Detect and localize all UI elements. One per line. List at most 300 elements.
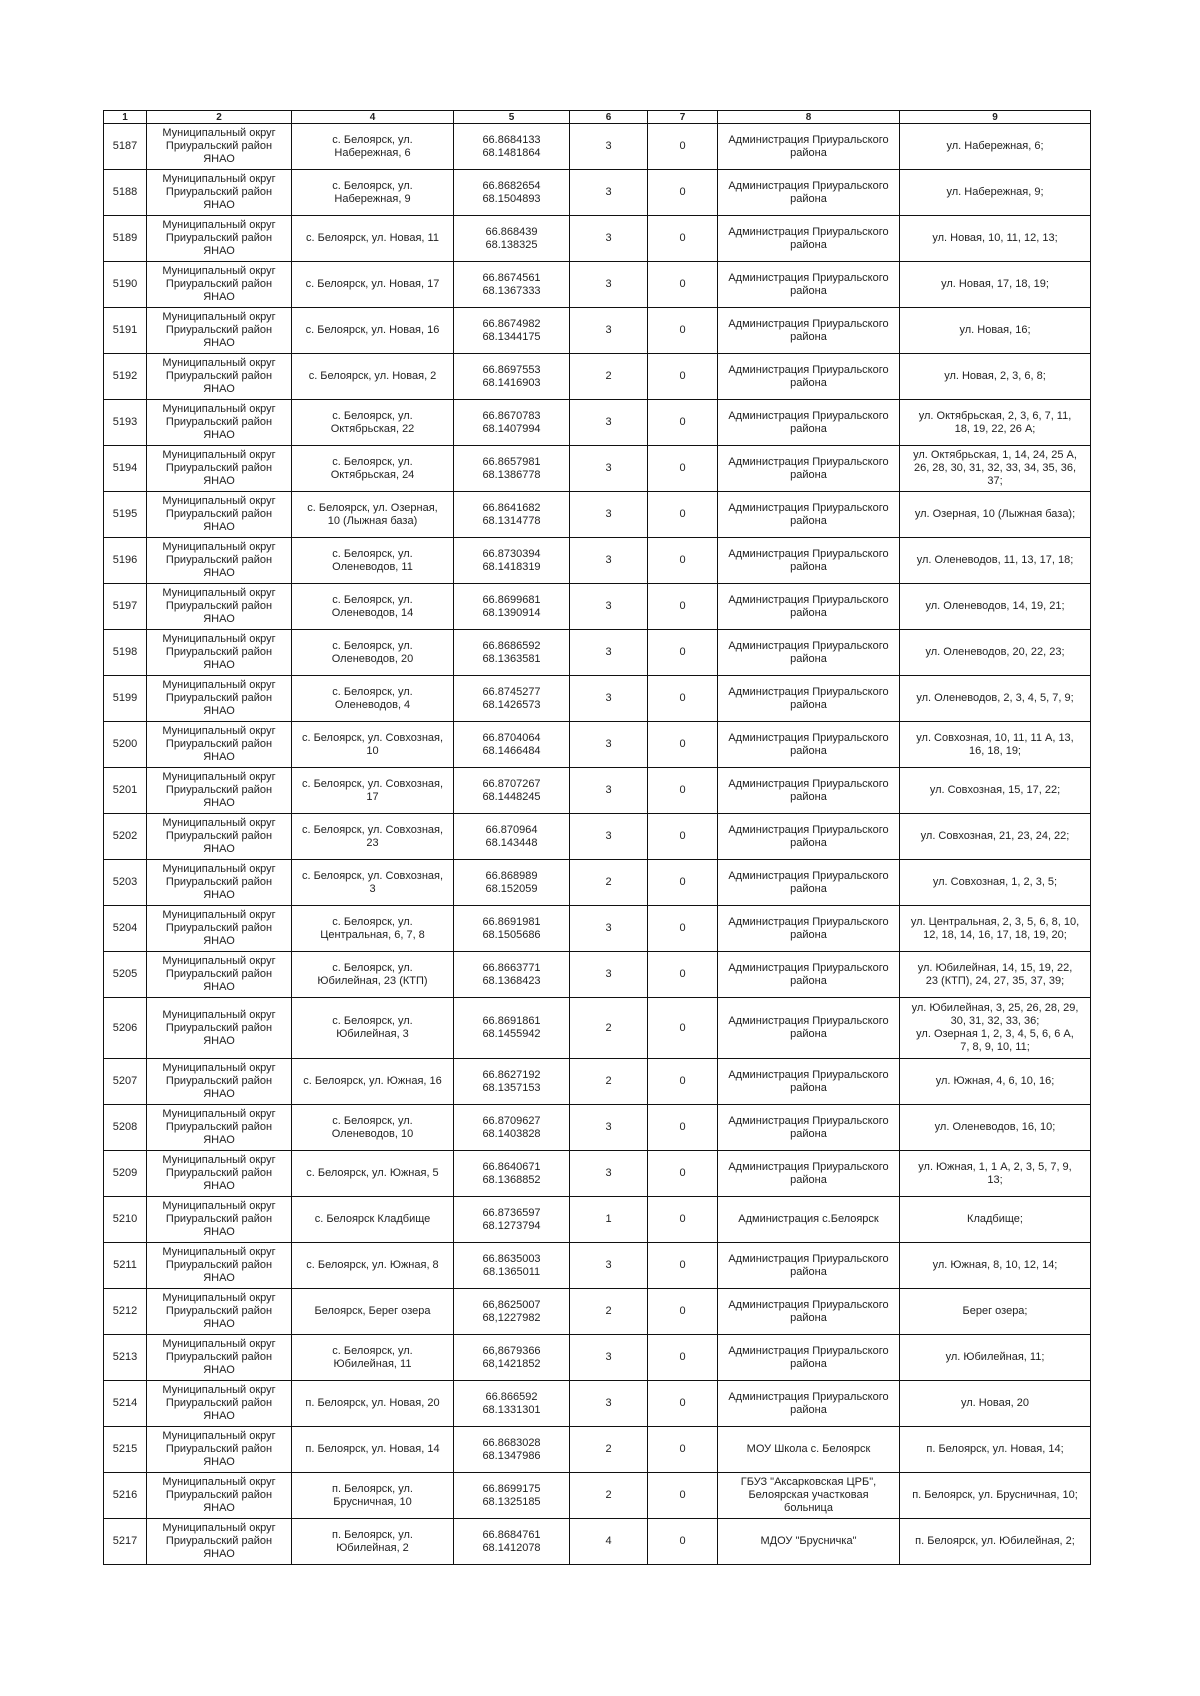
coordinates-cell-text: 66.868439 68.138325 (485, 225, 538, 251)
district-cell (147, 860, 292, 906)
coordinates-cell-text: 66.8745277 68.1426573 (482, 685, 541, 711)
column-6-cell-text: 3 (605, 1259, 612, 1271)
row-number-cell (104, 906, 147, 952)
row-number-cell-text: 5212 (112, 1305, 138, 1317)
served-objects-cell (900, 492, 1091, 538)
column-7-cell-text: 0 (679, 1351, 686, 1363)
address-cell-text: с. Белоярск, ул. Набережная, 9 (332, 179, 413, 205)
column-6-cell-text: 3 (605, 1121, 612, 1133)
column-7-cell (648, 676, 718, 722)
column-7-cell (648, 538, 718, 584)
column-header: 9 (900, 111, 1091, 124)
row-number-cell (104, 814, 147, 860)
table-row (104, 1335, 1091, 1381)
served-objects-cell (900, 1519, 1091, 1565)
row-number-cell-text: 5203 (112, 876, 138, 888)
coordinates-cell-text: 66.8699175 68.1325185 (482, 1482, 541, 1508)
served-objects-cell (900, 308, 1091, 354)
row-number-cell-text: 5206 (112, 1021, 138, 1034)
coordinates-cell (454, 400, 570, 446)
table-row (104, 216, 1091, 262)
row-number-cell (104, 584, 147, 630)
column-7-cell-text: 0 (679, 370, 686, 382)
owner-cell-text: ГБУЗ "Аксарковская ЦРБ", Белоярская участковая больница (740, 1476, 877, 1514)
coordinates-cell (454, 216, 570, 262)
owner-cell-text: Администрация Приуральского района (728, 1015, 889, 1040)
row-number-cell (104, 216, 147, 262)
column-7-cell (648, 1519, 718, 1565)
row-number-cell (104, 860, 147, 906)
table-row (104, 1381, 1091, 1427)
column-6-cell (570, 354, 648, 400)
column-6-cell-text: 3 (605, 738, 612, 750)
coordinates-cell (454, 1519, 570, 1565)
address-cell (292, 538, 454, 584)
row-number-cell-text: 5211 (113, 1259, 137, 1271)
address-cell-text: с. Белоярск, ул. Совхозная, 10 (301, 731, 444, 757)
column-7-cell (648, 1473, 718, 1519)
address-cell-text: с. Белоярск, ул. Новая, 11 (306, 232, 439, 244)
district-cell-text: Муниципальный округ Приуральский район ЯНАО (162, 633, 276, 671)
coordinates-cell (454, 1427, 570, 1473)
table-row (104, 308, 1091, 354)
row-number-cell-text: 5213 (112, 1351, 138, 1363)
address-cell (292, 308, 454, 354)
column-header: 4 (292, 111, 454, 124)
served-objects-cell-text: ул. Совхозная, 10, 11, 11 А, 13, 16, 18, 19; (916, 731, 1074, 757)
served-objects-cell (900, 216, 1091, 262)
owner-cell (718, 906, 900, 952)
column-7-cell-text: 0 (679, 968, 686, 980)
coordinates-cell (454, 860, 570, 906)
column-7-cell (648, 1105, 718, 1151)
district-cell-text: Муниципальный округ Приуральский район ЯНАО (162, 541, 276, 579)
address-cell-text: с. Белоярск, ул. Оленеводов, 20 (331, 639, 414, 665)
served-objects-cell-text: ул. Октябрьская, 1, 14, 24, 25 А, 26, 28, 30, 31, 32, 33, 34, 35, 36, 37; (913, 449, 1077, 487)
table-row (104, 814, 1091, 860)
served-objects-cell (900, 262, 1091, 308)
address-cell-text: с. Белоярск, ул. Озерная, 10 (Лыжная база) (307, 501, 438, 527)
column-6-cell-text: 4 (605, 1535, 612, 1547)
column-header: 2 (147, 111, 292, 124)
header-row (104, 111, 1091, 124)
column-6-cell (570, 1197, 648, 1243)
owner-cell-text: Администрация Приуральского района (728, 1160, 889, 1186)
row-number-cell-text: 5217 (112, 1535, 138, 1547)
column-7-cell-text: 0 (679, 140, 686, 152)
owner-cell-text: Администрация Приуральского района (728, 1068, 889, 1094)
district-cell-text: Муниципальный округ Приуральский район ЯНАО (162, 1384, 276, 1422)
district-cell (147, 906, 292, 952)
column-6-cell (570, 584, 648, 630)
table-row (104, 538, 1091, 584)
row-number-cell-text: 5202 (112, 830, 138, 842)
owner-cell-text: Администрация Приуральского района (728, 1390, 889, 1416)
served-objects-cell-text: ул. Совхозная, 1, 2, 3, 5; (932, 876, 1058, 888)
coordinates-cell (454, 124, 570, 170)
column-7-cell-text: 0 (679, 1121, 686, 1133)
coordinates-cell-text: 66.8674561 68.1367333 (482, 271, 541, 297)
served-objects-cell-text: ул. Новая, 10, 11, 12, 13; (932, 232, 1058, 244)
address-cell-text: Белоярск, Берег озера (314, 1305, 431, 1317)
served-objects-cell-text: ул. Набережная, 6; (946, 140, 1044, 152)
coordinates-cell-text: 66.866592 68.1331301 (482, 1390, 541, 1416)
owner-cell-text: Администрация Приуральского района (728, 593, 889, 619)
column-7-cell-text: 0 (679, 1021, 686, 1034)
district-cell (147, 768, 292, 814)
district-cell (147, 124, 292, 170)
table-row (104, 906, 1091, 952)
served-objects-cell (900, 1381, 1091, 1427)
row-number-cell (104, 952, 147, 998)
address-cell (292, 446, 454, 492)
coordinates-cell-text: 66.8663771 68.1368423 (482, 961, 541, 987)
address-cell (292, 1427, 454, 1473)
district-cell (147, 722, 292, 768)
row-number-cell (104, 1059, 147, 1105)
district-cell-text: Муниципальный округ Приуральский район ЯНАО (162, 1154, 276, 1192)
coordinates-cell (454, 492, 570, 538)
district-cell (147, 1519, 292, 1565)
table-row (104, 354, 1091, 400)
owner-cell (718, 860, 900, 906)
column-7-cell (648, 860, 718, 906)
owner-cell (718, 1105, 900, 1151)
column-7-cell-text: 0 (679, 186, 686, 198)
row-number-cell-text: 5209 (112, 1167, 138, 1179)
district-cell-text: Муниципальный округ Приуральский район ЯНАО (162, 1522, 276, 1560)
address-cell-text: с. Белоярск, ул. Южная, 8 (306, 1259, 439, 1271)
column-6-cell-text: 3 (605, 600, 612, 612)
coordinates-cell (454, 262, 570, 308)
table-row (104, 170, 1091, 216)
column-6-cell (570, 630, 648, 676)
row-number-cell (104, 1519, 147, 1565)
owner-cell (718, 446, 900, 492)
row-number-cell-text: 5205 (112, 968, 138, 980)
address-cell-text: с. Белоярск, ул. Оленеводов, 11 (332, 547, 413, 573)
column-6-cell (570, 216, 648, 262)
address-cell-text: с. Белоярск, ул. Октябрьская, 22 (330, 409, 415, 435)
district-cell (147, 1197, 292, 1243)
served-objects-cell (900, 860, 1091, 906)
coordinates-cell (454, 722, 570, 768)
address-cell (292, 262, 454, 308)
column-7-cell-text: 0 (679, 738, 686, 750)
owner-cell-text: Администрация Приуральского района (728, 777, 889, 803)
column-6-cell (570, 768, 648, 814)
column-header: 8 (718, 111, 900, 124)
row-number-cell-text: 5216 (112, 1489, 138, 1501)
column-7-cell-text: 0 (679, 232, 686, 244)
column-7-cell-text: 0 (679, 876, 686, 888)
address-cell-text: с. Белоярск, ул. Совхозная, 23 (301, 823, 444, 849)
column-6-cell (570, 538, 648, 584)
column-7-cell (648, 906, 718, 952)
address-cell (292, 400, 454, 446)
coordinates-cell (454, 814, 570, 860)
table-row (104, 446, 1091, 492)
owner-cell-text: Администрация Приуральского района (728, 685, 889, 711)
served-objects-cell-text: ул. Юбилейная, 11; (945, 1351, 1045, 1363)
district-cell-text: Муниципальный округ Приуральский район ЯНАО (162, 955, 276, 993)
column-6-cell-text: 3 (605, 830, 612, 842)
column-6-cell-text: 3 (605, 554, 612, 566)
address-cell-text: с. Белоярск, ул. Юбилейная, 11 (332, 1344, 413, 1370)
column-7-cell (648, 1197, 718, 1243)
district-cell-text: Муниципальный округ Приуральский район ЯНАО (162, 173, 276, 211)
served-objects-cell (900, 400, 1091, 446)
owner-cell (718, 1289, 900, 1335)
row-number-cell (104, 170, 147, 216)
row-number-cell (104, 1197, 147, 1243)
column-6-cell-text: 2 (605, 1021, 612, 1034)
district-cell (147, 584, 292, 630)
address-cell-text: п. Белоярск, ул. Юбилейная, 2 (332, 1528, 413, 1554)
column-7-cell (648, 1335, 718, 1381)
served-objects-cell (900, 998, 1091, 1059)
address-cell (292, 1243, 454, 1289)
column-6-cell-text: 2 (605, 1443, 612, 1455)
district-cell-text: Муниципальный округ Приуральский район ЯНАО (162, 909, 276, 947)
row-number-cell-text: 5198 (112, 646, 138, 658)
column-6-cell (570, 998, 648, 1059)
coordinates-cell-text: 66.868989 68.152059 (485, 869, 538, 895)
served-objects-cell (900, 124, 1091, 170)
coordinates-cell-text: 66.8699681 68.1390914 (482, 593, 541, 619)
address-cell-text: с. Белоярск, ул. Набережная, 6 (332, 133, 413, 159)
owner-cell (718, 722, 900, 768)
coordinates-cell (454, 676, 570, 722)
coordinates-cell-text: 66.8683028 68.1347986 (482, 1436, 541, 1462)
column-6-cell-text: 3 (605, 462, 612, 474)
column-6-cell-text: 3 (605, 324, 612, 336)
column-7-cell-text: 0 (679, 784, 686, 796)
address-cell (292, 1105, 454, 1151)
row-number-cell (104, 1243, 147, 1289)
column-7-cell-text: 0 (679, 554, 686, 566)
district-cell (147, 170, 292, 216)
column-6-cell (570, 860, 648, 906)
column-7-cell-text: 0 (679, 1535, 686, 1547)
coordinates-cell (454, 1381, 570, 1427)
row-number-cell-text: 5204 (112, 922, 138, 934)
column-6-cell (570, 1243, 648, 1289)
address-cell (292, 216, 454, 262)
address-cell (292, 1473, 454, 1519)
district-cell (147, 446, 292, 492)
column-header: 6 (570, 111, 648, 124)
column-6-cell (570, 124, 648, 170)
district-cell-text: Муниципальный округ Приуральский район ЯНАО (162, 265, 276, 303)
served-objects-cell-text: ул. Совхозная, 15, 17, 22; (929, 784, 1061, 796)
column-7-cell (648, 584, 718, 630)
row-number-cell (104, 768, 147, 814)
address-cell-text: с. Белоярск, ул. Октябрьская, 24 (330, 455, 415, 481)
address-cell (292, 1519, 454, 1565)
owner-cell (718, 1381, 900, 1427)
coordinates-cell-text: 66.870964 68.143448 (485, 823, 538, 849)
column-7-cell (648, 308, 718, 354)
row-number-cell (104, 354, 147, 400)
served-objects-cell-text: ул. Центральная, 2, 3, 5, 6, 8, 10, 12, 18, 14, 16, 17, 18, 19, 20; (910, 915, 1080, 941)
owner-cell-text: МДОУ "Брусничка" (760, 1535, 857, 1547)
served-objects-cell-text: ул. Озерная, 10 (Лыжная база); (914, 508, 1076, 520)
served-objects-cell (900, 1473, 1091, 1519)
served-objects-cell (900, 538, 1091, 584)
address-cell (292, 906, 454, 952)
column-6-cell-text: 3 (605, 1397, 612, 1409)
table-row (104, 1289, 1091, 1335)
coordinates-cell (454, 1289, 570, 1335)
row-number-cell (104, 1289, 147, 1335)
owner-cell-text: Администрация Приуральского района (728, 133, 889, 159)
district-cell-text: Муниципальный округ Приуральский район ЯНАО (162, 587, 276, 625)
table-row (104, 400, 1091, 446)
table-row (104, 860, 1091, 906)
column-6-cell-text: 3 (605, 1167, 612, 1179)
coordinates-cell (454, 1335, 570, 1381)
owner-cell-text: Администрация Приуральского района (728, 915, 889, 941)
owner-cell (718, 1335, 900, 1381)
table-row (104, 262, 1091, 308)
coordinates-cell-text: 66.8627192 68.1357153 (482, 1068, 541, 1094)
column-7-cell-text: 0 (679, 416, 686, 428)
column-6-cell (570, 446, 648, 492)
row-number-cell (104, 262, 147, 308)
column-7-cell (648, 1427, 718, 1473)
column-7-cell (648, 814, 718, 860)
column-6-cell-text: 3 (605, 922, 612, 934)
column-7-cell-text: 0 (679, 1305, 686, 1317)
column-7-cell (648, 492, 718, 538)
row-number-cell (104, 1473, 147, 1519)
district-cell (147, 538, 292, 584)
coordinates-cell-text: 66.8736597 68.1273794 (482, 1206, 541, 1232)
row-number-cell (104, 1335, 147, 1381)
column-6-cell (570, 1289, 648, 1335)
column-7-cell (648, 952, 718, 998)
address-cell (292, 124, 454, 170)
column-6-cell (570, 170, 648, 216)
column-6-cell-text: 2 (605, 1305, 612, 1317)
district-cell (147, 630, 292, 676)
coordinates-cell-text: 66.8674982 68.1344175 (482, 317, 541, 343)
owner-cell (718, 998, 900, 1059)
coordinates-cell-text: 66.8684761 68.1412078 (482, 1528, 541, 1554)
address-cell-text: п. Белоярск, ул. Новая, 14 (305, 1443, 440, 1455)
address-cell (292, 1381, 454, 1427)
column-7-cell-text: 0 (679, 1489, 686, 1501)
row-number-cell-text: 5189 (112, 232, 138, 244)
column-6-cell-text: 3 (605, 278, 612, 290)
column-6-cell (570, 906, 648, 952)
column-7-cell (648, 998, 718, 1059)
owner-cell-text: Администрация Приуральского района (728, 225, 889, 251)
column-6-cell-text: 3 (605, 508, 612, 520)
district-cell (147, 1059, 292, 1105)
district-cell-text: Муниципальный округ Приуральский район ЯНАО (162, 771, 276, 809)
address-cell (292, 630, 454, 676)
district-cell-text: Муниципальный округ Приуральский район ЯНАО (162, 1476, 276, 1514)
coordinates-cell-text: 66.8657981 68.1386778 (482, 455, 541, 481)
served-objects-cell-text: ул. Оленеводов, 11, 13, 17, 18; (916, 554, 1074, 566)
column-6-cell (570, 952, 648, 998)
coordinates-cell (454, 584, 570, 630)
coordinates-cell-text: 66.8686592 68.1363581 (482, 639, 541, 665)
table-row (104, 722, 1091, 768)
address-cell-text: с. Белоярск, ул. Оленеводов, 4 (332, 685, 413, 711)
owner-cell-text: Администрация Приуральского района (728, 271, 889, 297)
column-7-cell (648, 400, 718, 446)
district-cell (147, 492, 292, 538)
table-row (104, 1151, 1091, 1197)
coordinates-cell (454, 308, 570, 354)
column-7-cell-text: 0 (679, 1167, 686, 1179)
row-number-cell (104, 446, 147, 492)
district-cell-text: Муниципальный округ Приуральский район ЯНАО (162, 863, 276, 901)
owner-cell-text: Администрация Приуральского района (728, 1298, 889, 1324)
served-objects-cell (900, 630, 1091, 676)
owner-cell (718, 354, 900, 400)
served-objects-cell (900, 1151, 1091, 1197)
served-objects-cell (900, 1427, 1091, 1473)
served-objects-cell (900, 768, 1091, 814)
served-objects-cell-text: п. Белоярск, ул. Юбилейная, 2; (915, 1535, 1075, 1547)
column-7-cell (648, 1381, 718, 1427)
address-cell (292, 354, 454, 400)
owner-cell (718, 124, 900, 170)
coordinates-cell (454, 354, 570, 400)
owner-cell-text: Администрация Приуральского района (728, 179, 889, 205)
owner-cell (718, 308, 900, 354)
served-objects-cell-text: ул. Южная, 1, 1 А, 2, 3, 5, 7, 9, 13; (918, 1160, 1072, 1186)
coordinates-cell (454, 630, 570, 676)
address-cell (292, 1151, 454, 1197)
row-number-cell-text: 5210 (112, 1213, 138, 1225)
row-number-cell (104, 1151, 147, 1197)
row-number-cell-text: 5190 (112, 278, 138, 290)
address-cell-text: п. Белоярск, ул. Новая, 20 (305, 1397, 440, 1409)
address-cell-text: с. Белоярск, ул. Юбилейная, 3 (332, 1015, 413, 1040)
district-cell-text: Муниципальный округ Приуральский район ЯНАО (162, 495, 276, 533)
row-number-cell (104, 998, 147, 1059)
owner-cell-text: Администрация Приуральского района (728, 455, 889, 481)
owner-cell-text: Администрация Приуральского района (728, 823, 889, 849)
owner-cell (718, 1151, 900, 1197)
owner-cell (718, 630, 900, 676)
column-7-cell (648, 1289, 718, 1335)
row-number-cell-text: 5200 (112, 738, 138, 750)
district-cell-text: Муниципальный округ Приуральский район ЯНАО (162, 357, 276, 395)
district-cell-text: Муниципальный округ Приуральский район ЯНАО (162, 449, 276, 487)
address-cell (292, 1335, 454, 1381)
row-number-cell-text: 5187 (112, 140, 138, 152)
owner-cell-text: Администрация Приуральского района (728, 363, 889, 389)
column-6-cell-text: 3 (605, 416, 612, 428)
row-number-cell-text: 5199 (112, 692, 138, 704)
owner-cell-text: Администрация Приуральского района (728, 1344, 889, 1370)
column-6-cell-text: 2 (605, 876, 612, 888)
column-6-cell-text: 2 (605, 1075, 612, 1087)
row-number-cell-text: 5196 (112, 554, 138, 566)
column-7-cell-text: 0 (679, 1075, 686, 1087)
address-cell (292, 768, 454, 814)
district-cell (147, 1243, 292, 1289)
district-cell-text: Муниципальный округ Приуральский район ЯНАО (162, 1338, 276, 1376)
owner-cell-text: Администрация Приуральского района (728, 501, 889, 527)
served-objects-cell (900, 1243, 1091, 1289)
